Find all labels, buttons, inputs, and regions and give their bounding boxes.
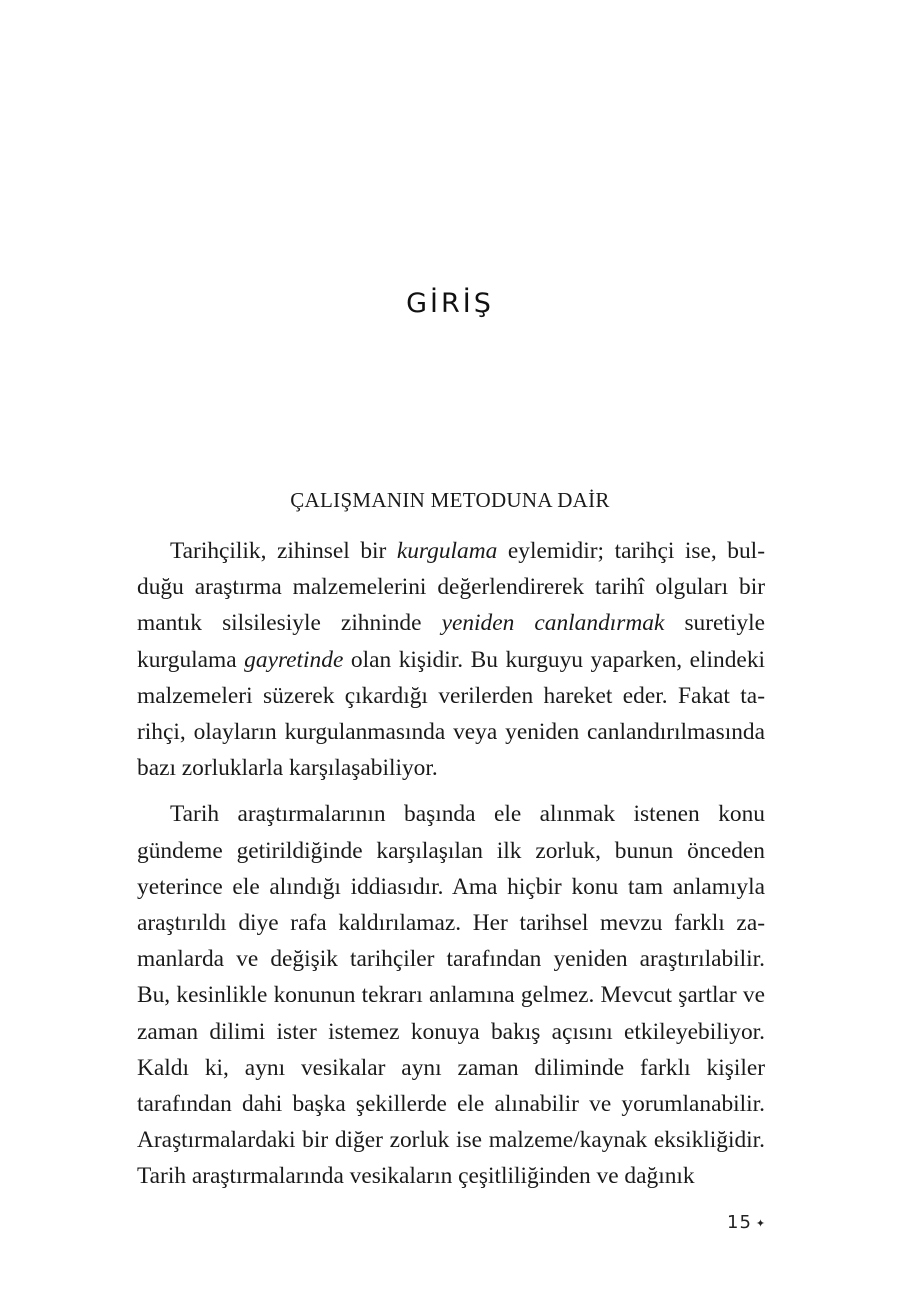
italic-term: gayretinde <box>244 646 344 673</box>
body-text <box>137 533 765 1195</box>
page-footer <box>727 1212 766 1233</box>
paragraph-text: olan kişidir. Bu kurguyu yaparken, elindeki malzemeleri süzerek çıkardığı verilerden hareket eder. Fakat tarihçi, olayların kurgulanmasında veya yeniden canlandırılmasında bazı zorluklarla karşılaşabiliyor. <box>137 646 766 782</box>
paragraph <box>137 796 765 1194</box>
paragraph-text: Tarih araştırmalarının başında ele alınmak istenen konu gündeme getirildiğinde karşılaşılan ilk zorluk, bunun önceden yeterince ele alındığı iddiasıdır. Ama hiçbir konu tam anlamıyla araştırıldı diye rafa kaldırılamaz. Her tarihsel mevzu farklı zamanlarda ve değişik tarihçiler tarafından yeniden araştırılabilir. Bu, kesinlikle konunun tekrarı anlamına gelmez. Mevcut şartlar ve zaman dilimi ister istemez konuya bakış açısını etkileyebiliyor. Kaldı ki, aynı vesikalar aynı zaman diliminde farklı kişiler tarafından dahi başka şekillerde ele alınabilir ve yorumlanabilir. Araştırmalardaki bir diğer zorluk ise malzeme/kaynak eksikliğidir. Tarih araştırmalarında vesikaların çeşitliliğinden ve dağınık <box>137 801 765 1190</box>
italic-term: yeniden canlandırmak <box>441 610 665 637</box>
paragraph-text: Tarihçilik, zihinsel bir <box>170 538 397 564</box>
section-heading: ÇALIŞMANIN METODUNA DAİR <box>290 488 610 512</box>
paragraph-text: suretiyle kurgulama <box>137 610 765 673</box>
page-number: 15 <box>727 1212 752 1233</box>
paragraph-text: eylemidir; tarihçi ise, bulduğu araştırma malzemelerini değerlendirerek tarihî olguları bir mantık silsilesiyle zihninde <box>137 538 765 637</box>
paragraph <box>137 533 765 786</box>
italic-term: kurgulama <box>396 538 498 564</box>
star-ornament-icon: ✦ <box>755 1217 767 1230</box>
page-title: GİRİŞ <box>406 288 494 319</box>
